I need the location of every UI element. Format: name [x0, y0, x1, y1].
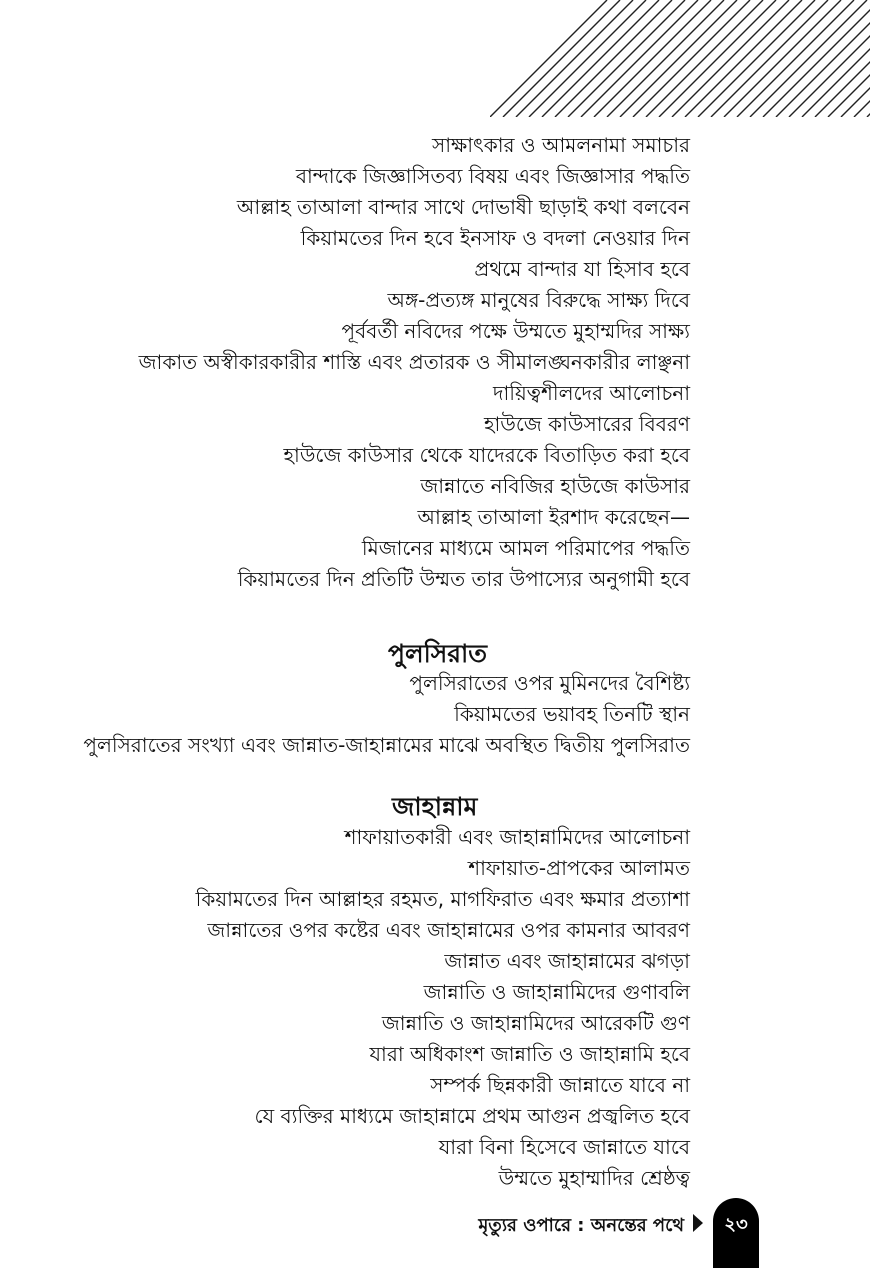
running-footer-book-title: মৃত্যুর ওপারে : অনন্তের পথে [478, 1215, 684, 1236]
toc-entry: কিয়ামতের দিন আল্লাহর রহমত, মাগফিরাত এবং ক্ষমার প্রত্যাশা [195, 887, 690, 911]
toc-section-pulsirat [50, 668, 690, 761]
section-heading-jahannam: জাহান্নাম [392, 792, 478, 821]
stripe-line [633, 0, 750, 117]
toc-section-1 [50, 130, 690, 595]
stripe-line [620, 0, 737, 117]
toc-entry: কিয়ামতের দিন প্রতিটি উম্মত তার উপাস্যের অনুগামী হবে [237, 567, 690, 591]
stripe-line [568, 0, 685, 117]
stripe-line [711, 0, 828, 117]
toc-entry: দায়িত্বশীলদের আলোচনা [493, 381, 690, 405]
stripe-line [685, 0, 802, 117]
toc-entry: জান্নাতি ও জাহান্নামিদের গুণাবলি [423, 980, 690, 1004]
stripe-line [724, 0, 841, 117]
stripe-line [555, 0, 672, 117]
toc-entry: শাফায়াতকারী এবং জাহান্নামিদের আলোচনা [344, 825, 690, 849]
toc-entry: শাফায়াত-প্রাপকের আলামত [468, 856, 690, 880]
toc-entry: জান্নাতের ওপর কষ্টের এবং জাহান্নামের ওপর কামনার আবরণ [207, 918, 690, 942]
stripe-line [529, 0, 646, 117]
stripe-line [737, 0, 854, 117]
diagonal-stripes-decoration [490, 0, 870, 117]
section-heading-pulsirat: পুলসিরাত [388, 639, 488, 668]
stripe-line [763, 0, 870, 117]
page-number: ২৩ [724, 1214, 748, 1235]
toc-entry: সম্পর্ক ছিন্নকারী জান্নাতে যাবে না [430, 1073, 690, 1097]
toc-entry: জাকাত অস্বীকারকারীর শাস্তি এবং প্রতারক ও সীমালঙ্ঘনকারীর লাঞ্ছনা [138, 350, 690, 374]
toc-entry: কিয়ামতের দিন হবে ইনসাফ ও বদলা নেওয়ার দিন [300, 226, 690, 250]
toc-entry: পুলসিরাতের সংখ্যা এবং জান্নাত-জাহান্নামের মাঝে অবস্থিত দ্বিতীয় পুলসিরাত [83, 733, 690, 757]
toc-entry: মিজানের মাধ্যমে আমল পরিমাপের পদ্ধতি [361, 536, 690, 560]
toc-entry: যারা বিনা হিসেবে জান্নাতে যাবে [438, 1135, 690, 1159]
stripe-line [659, 0, 776, 117]
toc-entry: প্রথমে বান্দার যা হিসাব হবে [474, 257, 690, 281]
page-number-tab [713, 1198, 759, 1268]
toc-entry: জান্নাতে নবিজির হাউজে কাউসার [420, 474, 690, 498]
stripe-line [594, 0, 711, 117]
toc-entry: যারা অধিকাংশ জান্নাতি ও জাহান্নামি হবে [369, 1042, 690, 1066]
toc-entry: বান্দাকে জিজ্ঞাসিতব্য বিষয় এবং জিজ্ঞাসার পদ্ধতি [295, 164, 690, 188]
toc-entry: অঙ্গ-প্রত্যঙ্গ মানুষের বিরুদ্ধে সাক্ষ্য দিবে [387, 288, 690, 312]
stripe-line [607, 0, 724, 117]
stripe-line [698, 0, 815, 117]
toc-entry: হাউজে কাউসার থেকে যাদেরকে বিতাড়িত করা হবে [283, 443, 690, 467]
toc-entry: হাউজে কাউসারের বিবরণ [483, 412, 690, 436]
triangle-right-icon [693, 1214, 703, 1232]
toc-entry: সাক্ষাৎকার ও আমলনামা সমাচার [432, 133, 690, 157]
toc-entry: জান্নাতি ও জাহান্নামিদের আরেকটি গুণ [381, 1011, 690, 1035]
toc-entry: উম্মতে মুহাম্মাদির শ্রেষ্ঠত্ব [498, 1166, 690, 1190]
stripe-line [516, 0, 633, 117]
toc-entry: আল্লাহ তাআলা ইরশাদ করেছেন— [417, 505, 690, 529]
toc-entry: কিয়ামতের ভয়াবহ তিনটি স্থান [454, 702, 690, 726]
toc-entry: পুলসিরাতের ওপর মুমিনদের বৈশিষ্ট্য [409, 671, 690, 695]
stripe-line [672, 0, 789, 117]
toc-entry: যে ব্যক্তির মাধ্যমে জাহান্নামে প্রথম আগুন প্রজ্বলিত হবে [254, 1104, 690, 1128]
stripe-line [542, 0, 659, 117]
stripe-line [581, 0, 698, 117]
toc-entry: পূর্ববর্তী নবিদের পক্ষে উম্মতে মুহাম্মদির সাক্ষ্য [341, 319, 690, 343]
stripe-line [503, 0, 620, 117]
stripe-line [646, 0, 763, 117]
stripe-line [750, 0, 867, 117]
stripe-line [490, 0, 607, 117]
toc-entry: জান্নাত এবং জাহান্নামের ঝগড়া [444, 949, 690, 973]
toc-section-jahannam [50, 822, 690, 1194]
toc-entry: আল্লাহ তাআলা বান্দার সাথে দোভাষী ছাড়াই কথা বলবেন [236, 195, 690, 219]
